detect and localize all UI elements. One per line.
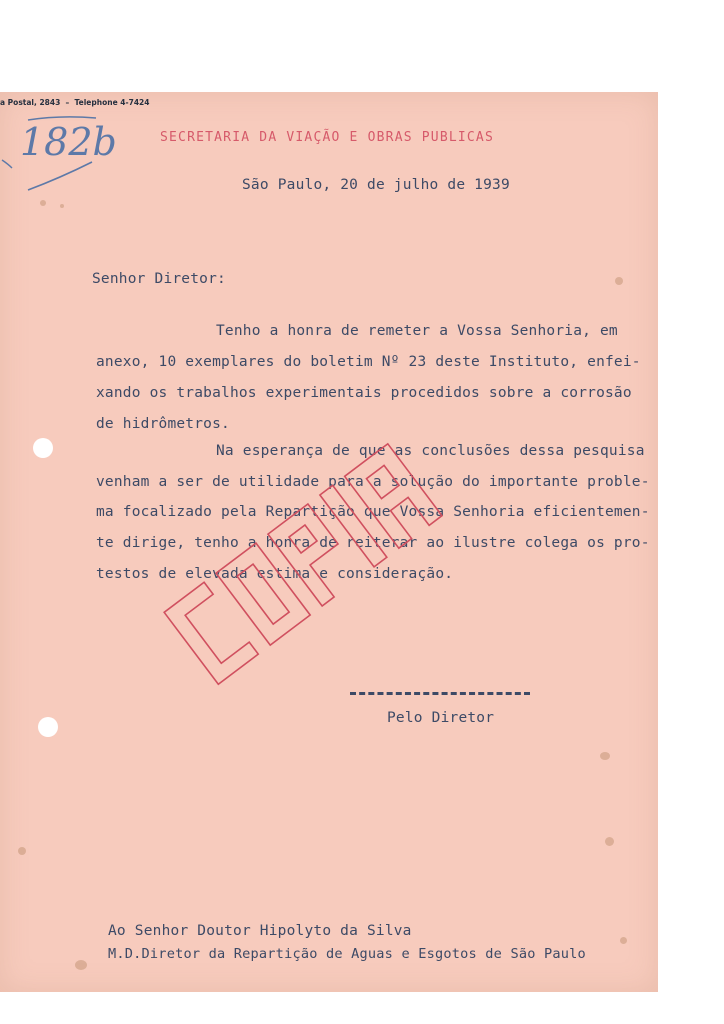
date-line: São Paulo, 20 de julho de 1939	[242, 177, 510, 193]
body-line: ma focalizado pela Repartição que Vossa Senhoria eficientemen-	[96, 504, 650, 520]
punch-hole-top	[33, 438, 53, 458]
salutation: Senhor Diretor:	[92, 271, 226, 287]
body-line: venham a ser de utilidade para a solução do importante proble-	[96, 474, 650, 490]
body-line: Tenho a honra de remeter a Vossa Senhoria, em	[216, 323, 618, 339]
signature-line	[350, 692, 530, 695]
recipient-line-1: Ao Senhor Doutor Hipolyto da Silva	[108, 923, 412, 939]
body-line: anexo, 10 exemplares do boletim Nº 23 deste Instituto, enfei-	[96, 354, 641, 370]
handwritten-strokes	[0, 110, 120, 200]
body-line: xando os trabalhos experimentais procedidos sobre a corrosão	[96, 385, 632, 401]
recipient-line-2: M.D.Diretor da Repartição de Aguas e Esgotos de São Paulo	[108, 946, 586, 962]
body-line: Na esperança de que as conclusões dessa pesquisa	[216, 443, 645, 459]
signature-label: Pelo Diretor	[387, 710, 495, 726]
body-line: testos de elevada estima e consideração.	[96, 566, 454, 582]
punch-hole-bottom	[38, 717, 58, 737]
letterhead-contact: a Postal, 2843 – Telephone 4-7424	[0, 98, 150, 107]
letterhead-department: SECRETARIA DA VIAÇÃO E OBRAS PUBLICAS	[160, 130, 494, 145]
handwritten-archive-number: 182b	[20, 120, 117, 164]
body-line: te dirige, tenho a honra de reiterar ao ilustre colega os pro-	[96, 535, 650, 551]
body-line: de hidrômetros.	[96, 416, 230, 432]
